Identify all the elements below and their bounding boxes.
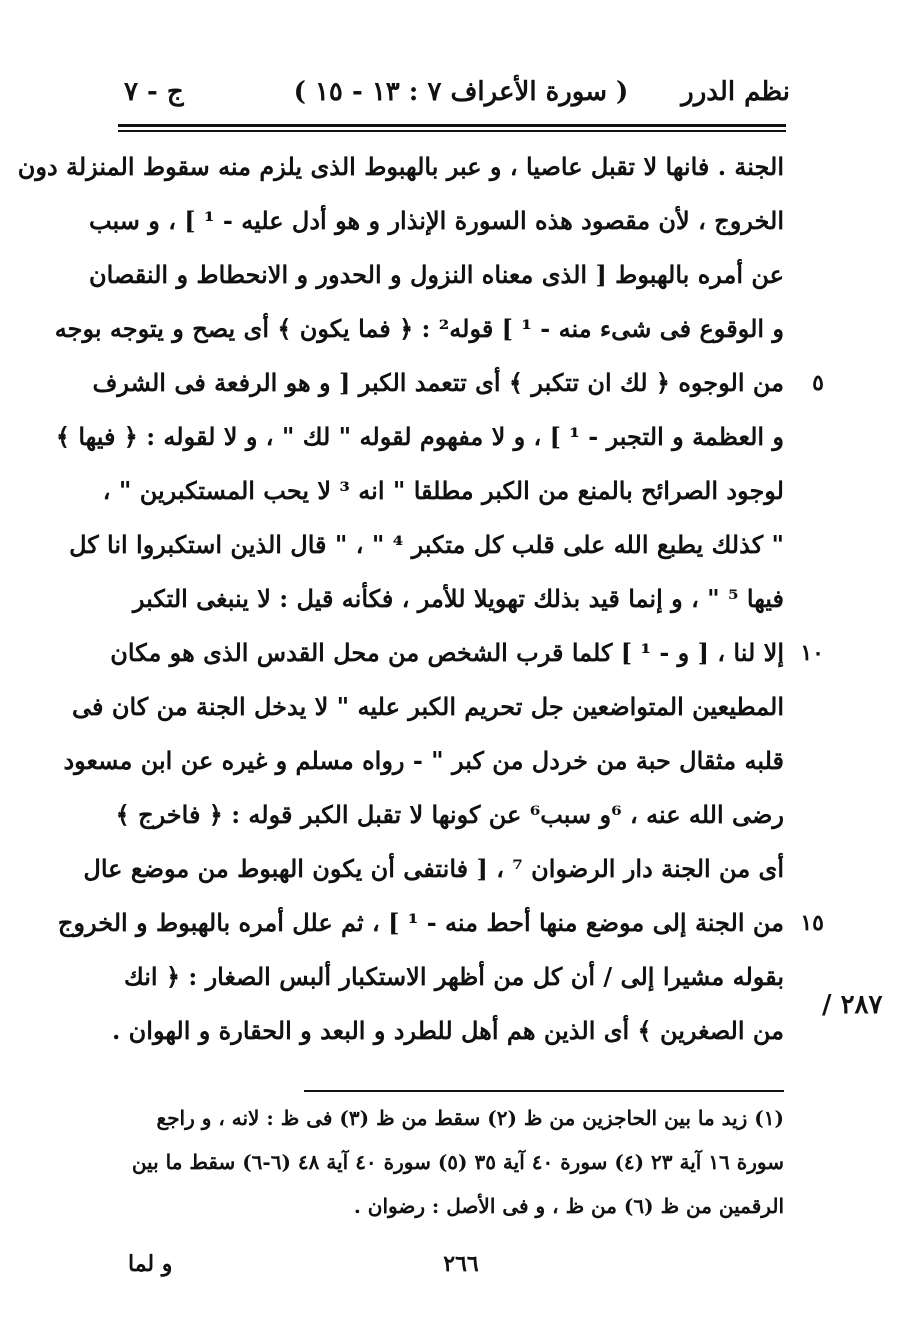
text-line: من الجنة إلى موضع منها أحط منه - ¹ ] ، ثم علل أمره بالهبوط و الخروج (57, 908, 784, 937)
text-line: الجنة . فانها لا تقبل عاصيا ، و عبر بالهبوط الذى يلزم منه سقوط المنزلة دون (17, 152, 784, 181)
text-line: الخروج ، لأن مقصود هذه السورة الإنذار و هو أدل عليه - ¹ ] ، و سبب (88, 206, 784, 235)
catchword: و لما (128, 1251, 173, 1277)
text-line: من الوجوه ﴿ لك ان تتكبر ﴾ أى تتعمد الكبر [ و هو الرفعة فى الشرف (92, 368, 784, 397)
footnote-line: سورة ١٦ آية ٢٣ (٤) سورة ٤٠ آية ٣٥ (٥) سورة ٤٠ آية ٤٨ (٦-٦) سقط ما بين (131, 1150, 784, 1174)
line-number-15: ١٥ (800, 910, 824, 936)
text-line: قلبه مثقال حبة من خردل من كبر " - رواه مسلم و غيره عن ابن مسعود (63, 746, 784, 775)
footnotes (131, 1096, 784, 1228)
text-line: أى من الجنة دار الرضوان ⁷ ، [ فانتفى أن يكون الهبوط من موضع عال (83, 854, 784, 883)
text-line: رضى الله عنه ، ⁶و سبب⁶ عن كونها لا تقبل الكبر قوله : ﴿ فاخرج ﴾ (115, 800, 784, 829)
text-line: فيها ⁵ " ، و إنما قيد بذلك تهويلا للأمر ، فكأنه قيل : لا ينبغى التكبر (132, 584, 784, 613)
header-rule-thick (118, 124, 786, 127)
text-line: من الصغرين ﴾ أى الذين هم أهل للطرد و البعد و الحقارة و الهوان . (111, 1016, 784, 1045)
text-line: و الوقوع فى شىء منه - ¹ ] قوله² : ﴿ فما يكون ﴾ أى يصح و يتوجه بوجه (54, 314, 784, 343)
manuscript-folio-marker: ٢٨٧ / (822, 990, 883, 1020)
footnote-line: (١) زيد ما بين الحاجزين من ظ (٢) سقط من ظ (٣) فى ظ : لانه ، و راجع (156, 1106, 784, 1130)
book-title: نظم الدرر (681, 77, 790, 107)
text-line: إلا لنا ، [ و - ¹ ] كلما قرب الشخص من محل القدس الذى هو مكان (110, 638, 784, 667)
line-number-5: ٥ (812, 370, 824, 396)
text-line: عن أمره بالهبوط [ الذى معناه النزول و الحدور و الانحطاط و النقصان (88, 260, 784, 289)
main-text (17, 140, 784, 1058)
header-rule-thin (118, 130, 786, 132)
surah-reference: ( سورة الأعراف ٧ : ١٣ - ١٥ ) (293, 77, 629, 107)
page-number: ٢٦٦ (443, 1251, 479, 1277)
text-line: " كذلك يطبع الله على قلب كل متكبر ⁴ " ، " قال الذين استكبروا انا كل (69, 530, 784, 559)
line-number-10: ١٠ (800, 640, 824, 666)
volume-number: ج - ٧ (124, 77, 184, 107)
text-line: و العظمة و التجبر - ¹ ] ، و لا مفهوم لقوله " لك " ، و لا لقوله : ﴿ فيها ﴾ (55, 422, 784, 451)
text-line: لوجود الصرائح بالمنع من الكبر مطلقا " انه ³ لا يحب المستكبرين " ، (102, 476, 784, 505)
text-line: بقوله مشيرا إلى / أن كل من أظهر الاستكبار ألبس الصغار : ﴿ انك (124, 962, 784, 991)
footnote-separator (304, 1090, 784, 1092)
footnote-line: الرقمين من ظ (٦) من ظ ، و فى الأصل : رضوان . (353, 1194, 784, 1218)
text-line: المطيعين المتواضعين جل تحريم الكبر عليه " لا يدخل الجنة من كان فى (72, 692, 784, 721)
